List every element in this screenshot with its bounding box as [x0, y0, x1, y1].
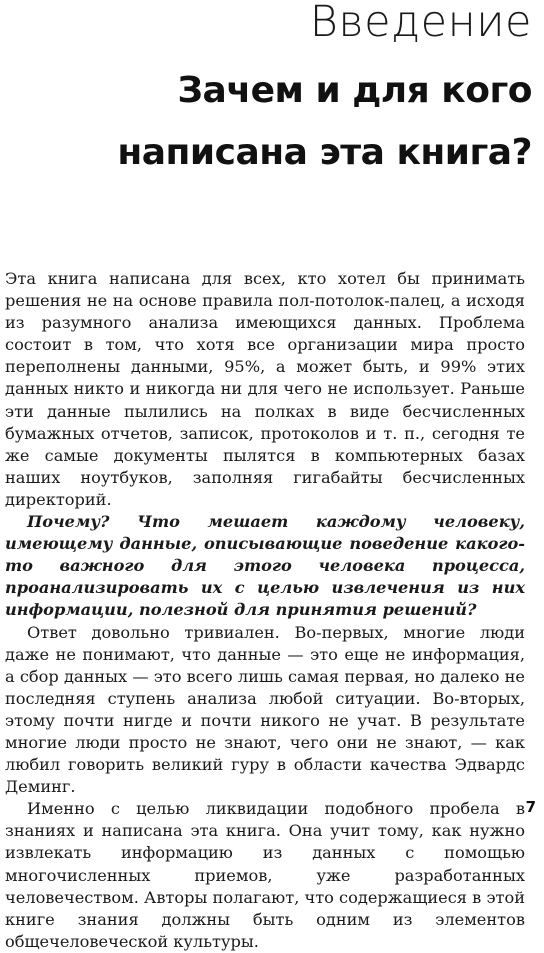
- paragraph-purpose: Именно с целью ликвидации подобного пробела в знаниях и написана эта книга. Она учит тому, как нужно извлекать информацию из данных с помощью многочисленных приемов, уже разработанных человечеством. Авторы полагают, что содержащиеся в этой книге знания должны быть одним из элементов общечеловеческой культуры.: [5, 799, 525, 951]
- chapter-title-line-2: написана эта книга?: [117, 132, 532, 173]
- chapter-title: [117, 60, 532, 184]
- paragraph-question: Почему? Что мешает каждому человеку, имеющему данные, описывающие поведение какого-то важного для этого человека процесса, проанализировать их с целью извлечения из них информации, полезной для принятия решений?: [5, 512, 525, 620]
- paragraph-answer: Ответ довольно тривиален. Во-первых, многие люди даже не понимают, что данные — это еще не информация, а сбор данных — это всего лишь самая первая, но далеко не последняя ступень анализа любой ситуации. Во-вторых, этому почти нигде и почти никого не учат. В результате многие люди просто не знают, чего они не знают, — как любил говорить великий гуру в области качества Эдвардс Деминг.: [5, 622, 525, 797]
- chapter-title-line-1: Зачем и для кого: [177, 70, 532, 111]
- page-number: 7: [525, 798, 536, 816]
- body-text: [5, 268, 525, 953]
- chapter-label: Введение: [309, 0, 532, 47]
- paragraph-intro: Эта книга написана для всех, кто хотел бы принимать решения не на основе правила пол-потолок-палец, а исходя из разумного анализа имеющихся данных. Проблема состоит в том, что хотя все организации мира просто переполнены данными, 95%, а может быть, и 99% этих данных никто и никогда ни для чего не использует. Раньше эти данные пылились на полках в виде бесчисленных бумажных отчетов, записок, протоколов и т. п., сегодня те же самые документы пылятся в компьютерных базах наших ноутбуков, заполняя гигабайты бесчисленных директорий.: [5, 269, 525, 509]
